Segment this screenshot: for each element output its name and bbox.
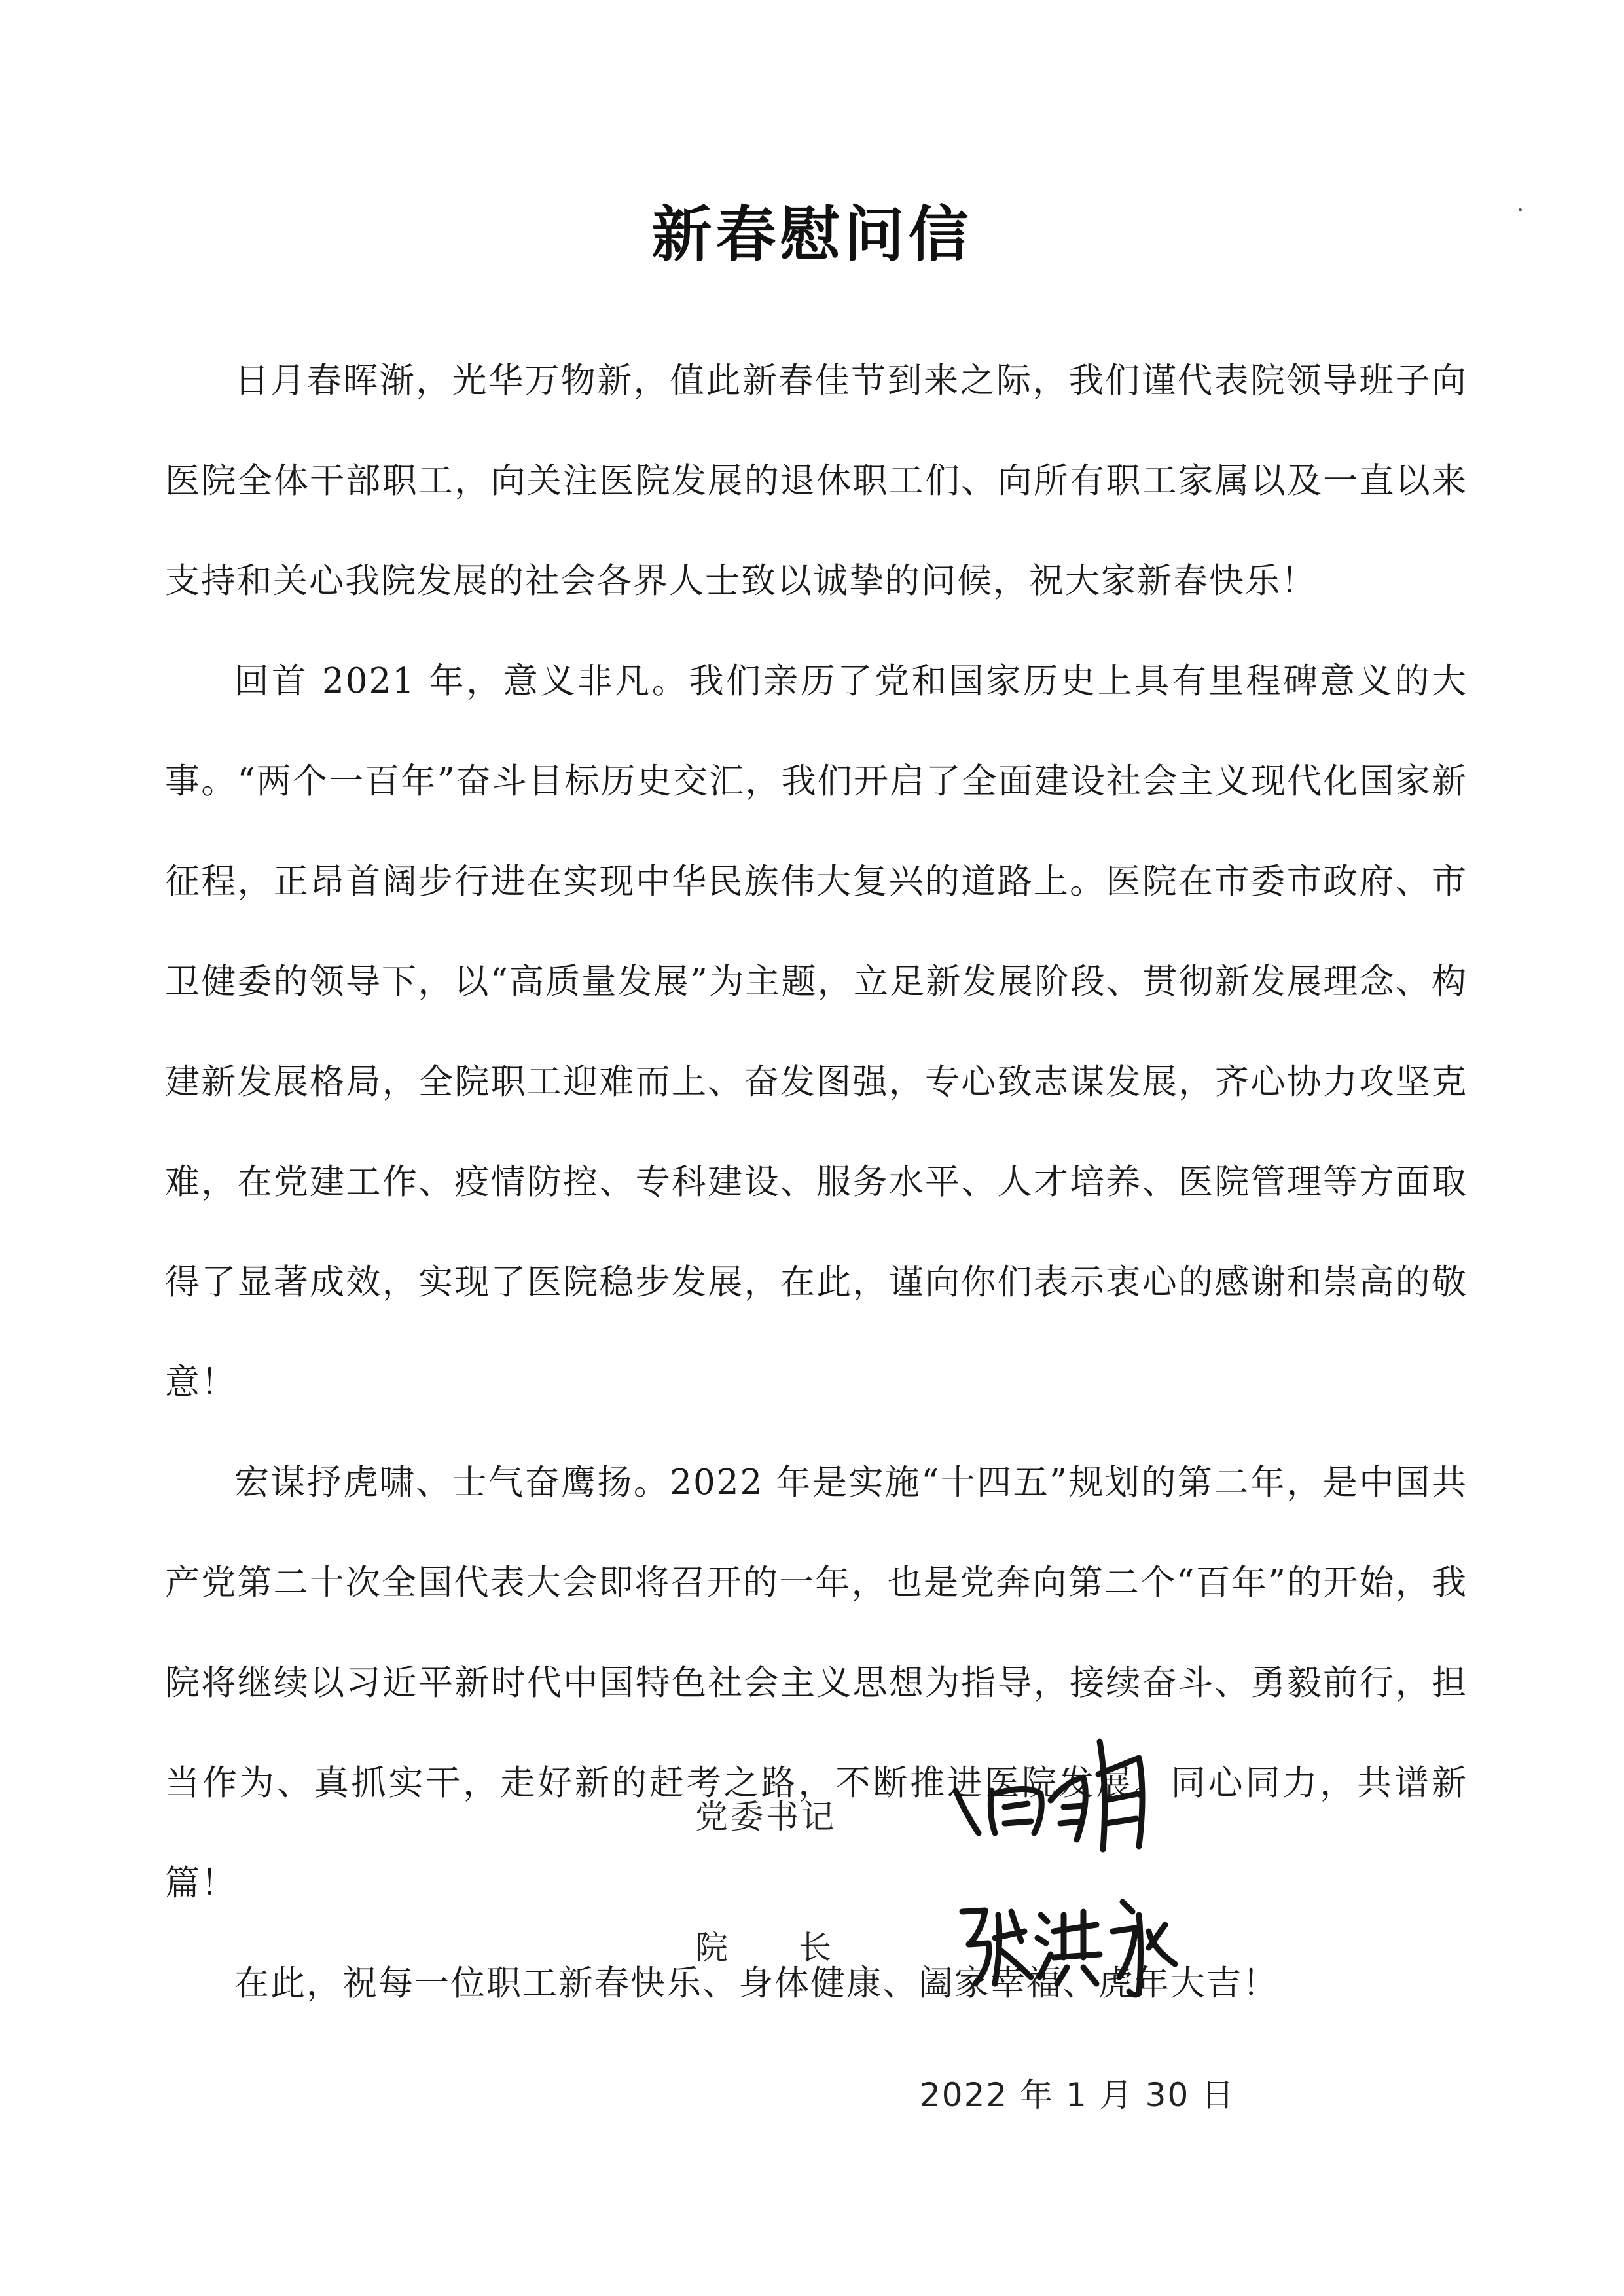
scan-speck bbox=[1519, 208, 1522, 211]
letter-body bbox=[165, 331, 1468, 2033]
signatory-label: 党委书记 bbox=[695, 1798, 837, 1836]
letter-date: 2022 年 1 月 30 日 bbox=[920, 2076, 1236, 2114]
letter-title: 新春慰问信 bbox=[651, 200, 973, 270]
signatory-label: 院长 bbox=[695, 1929, 902, 1967]
handwritten-signature-party-secretary bbox=[943, 1728, 1178, 1859]
paragraph-outlook-2022: 宏谋抒虎啸、士气奋鹰扬。2022 年是实施“十四五”规划的第二年，是中国共产党第二十次全国代表大会即将召开的一年，也是党奔向第二个“百年”的开始，我院将继续以习近平新时代中国特色社会主义思想为指导，接续奋斗、勇毅前行，担当作为、真抓实干，走好新的赶考之路，不断推进医院发展。同心同力，共谱新篇！ bbox=[165, 1463, 1468, 1903]
signatory-party-secretary bbox=[695, 1791, 837, 1838]
handwritten-signature-president bbox=[956, 1886, 1191, 2003]
paragraph-greeting: 日月春晖渐，光华万物新，值此新春佳节到来之际，我们谨代表院领导班子向医院全体干部职工，向关注医院发展的退休职工们、向所有职工家属以及一直以来支持和关心我院发展的社会各界人士致以诚挚的问候，祝大家新春快乐！ bbox=[165, 361, 1468, 601]
signatory-president bbox=[695, 1922, 902, 1969]
paragraph-closing-wishes: 在此，祝每一位职工新春快乐、身体健康、阖家幸福、虎年大吉！ bbox=[234, 1963, 1278, 2003]
paragraph-review-2021: 回首 2021 年，意义非凡。我们亲历了党和国家历史上具有里程碑意义的大事。“两个一百年”奋斗目标历史交汇，我们开启了全面建设社会主义现代化国家新征程，正昂首阔步行进在实现中华民族伟大复兴的道路上。医院在市委市政府、市卫健委的领导下，以“高质量发展”为主题，立足新发展阶段、贯彻新发展理念、构建新发展格局，全院职工迎难而上、奋发图强，专心致志谋发展，齐心协力攻坚克难，在党建工作、疫情防控、专科建设、服务水平、人才培养、医院管理等方面取得了显著成效，实现了医院稳步发展，在此，谨向你们表示衷心的感谢和崇高的敬意！ bbox=[165, 661, 1468, 1402]
